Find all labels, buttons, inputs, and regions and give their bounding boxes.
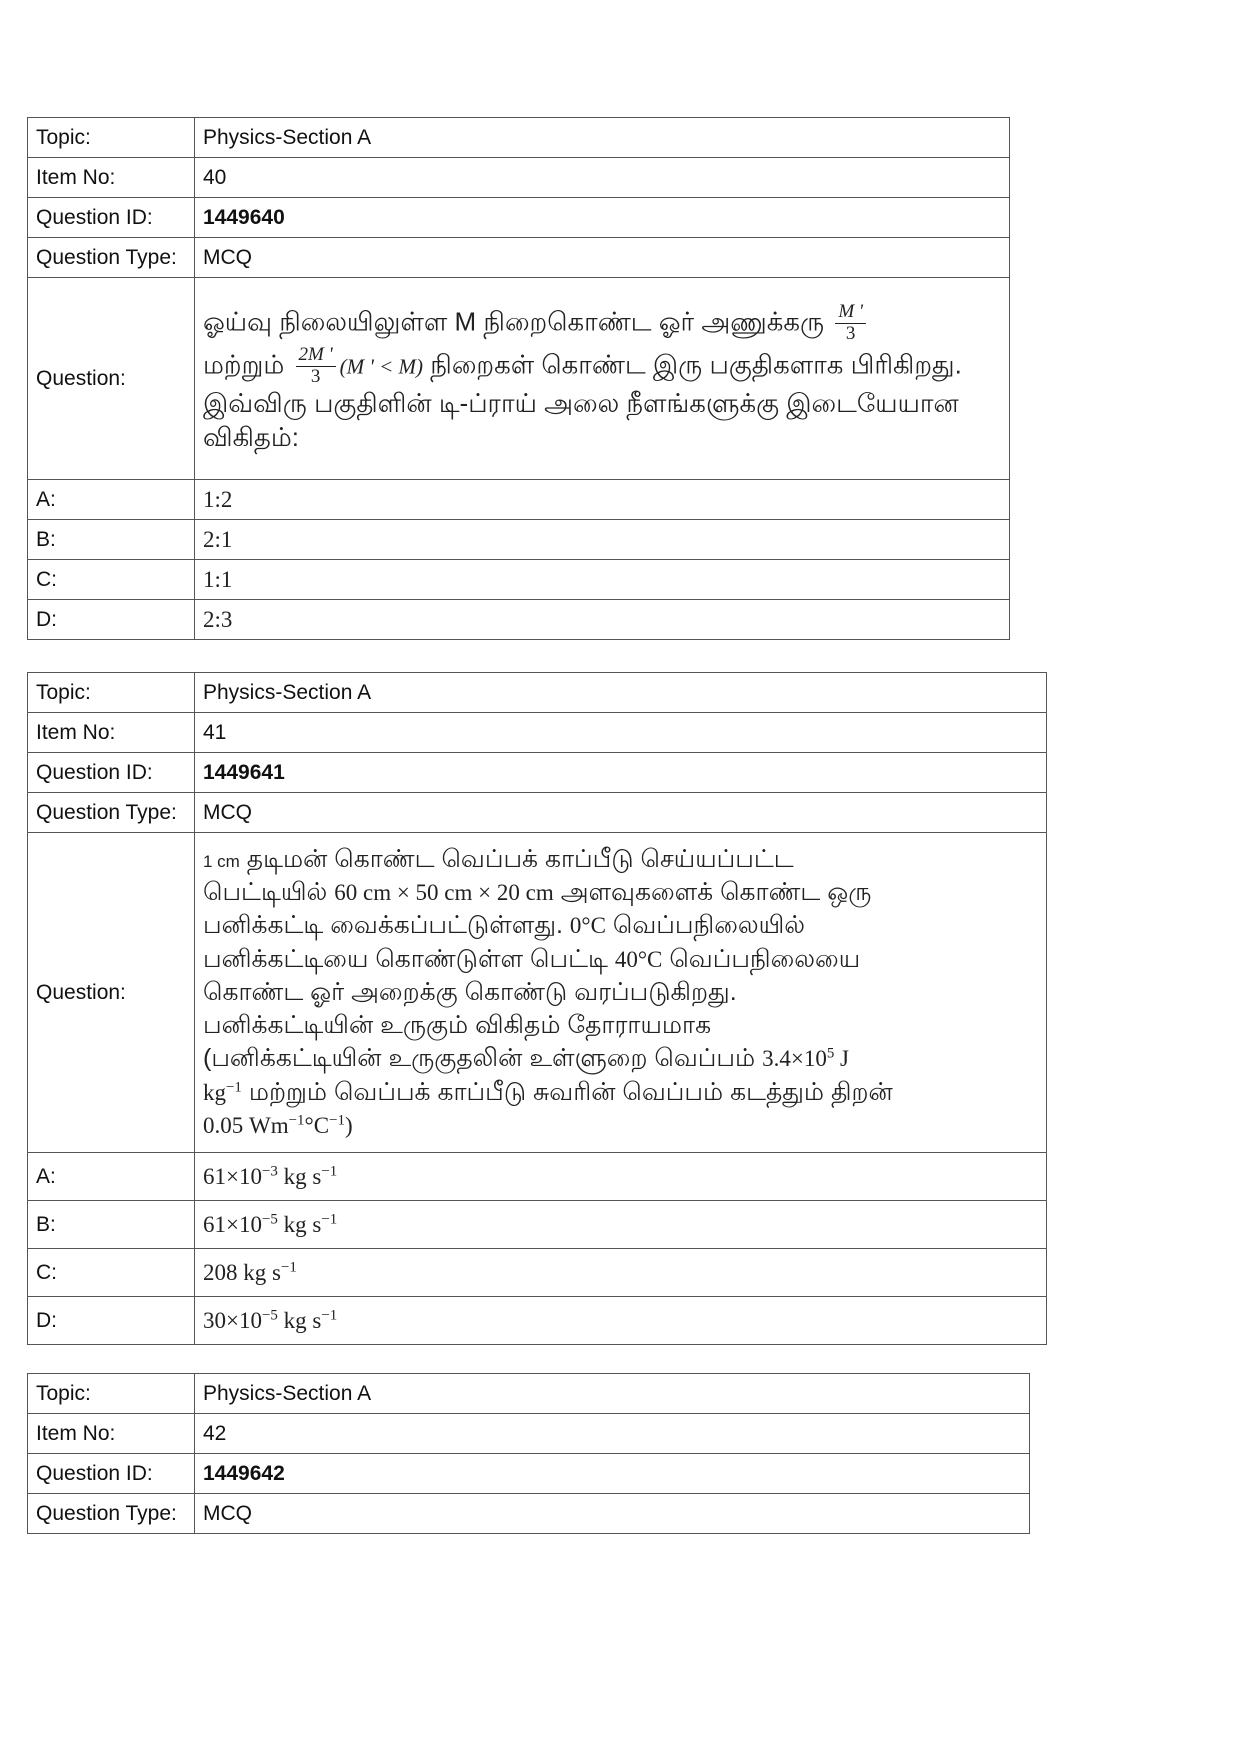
q-line3-c: வெப்பநிலையில் bbox=[612, 911, 806, 940]
opt-b-unit: kg s bbox=[277, 1211, 322, 1237]
question-part1: ஓய்வு நிலையிலுள்ள M நிறைகொண்ட ஓர் அணுக்கரு bbox=[203, 306, 825, 337]
topic-value: Physics-Section A bbox=[195, 673, 1047, 713]
opt-d-uexp: −1 bbox=[321, 1306, 338, 1323]
q-line3-b: 0°C bbox=[569, 913, 606, 939]
item-no-value: 40 bbox=[195, 158, 1010, 198]
item-no-label: Item No: bbox=[28, 713, 195, 753]
option-a-value: 1:2 bbox=[195, 480, 1010, 520]
q-line5: கொண்ட ஓர் அறைக்கு கொண்டு வரப்படுகிறது. bbox=[203, 977, 737, 1006]
fraction-numerator: M ' bbox=[835, 302, 866, 324]
question-label: Question: bbox=[28, 833, 195, 1153]
topic-value: Physics-Section A bbox=[195, 1374, 1030, 1414]
question-table-42 bbox=[27, 1373, 1030, 1534]
question-id-row bbox=[28, 753, 1047, 793]
option-a-label: A: bbox=[28, 1153, 195, 1201]
q-line3-a: பனிக்கட்டி வைக்கப்பட்டுள்ளது. bbox=[203, 911, 563, 940]
conductivity-exp1: −1 bbox=[288, 1112, 305, 1129]
option-b-label: B: bbox=[28, 520, 195, 560]
latent-heat-exp: 5 bbox=[826, 1045, 835, 1062]
option-b-label: B: bbox=[28, 1201, 195, 1249]
latent-heat-base: 3.4×10 bbox=[762, 1046, 827, 1072]
question-label: Question: bbox=[28, 278, 195, 480]
option-d-value bbox=[195, 1297, 1047, 1345]
question-type-label: Question Type: bbox=[28, 238, 195, 278]
kg-unit: kg bbox=[203, 1079, 226, 1105]
opt-a-base: 61×10 bbox=[203, 1163, 262, 1189]
question-id-label: Question ID: bbox=[28, 753, 195, 793]
opt-c-base: 208 kg s bbox=[203, 1259, 281, 1285]
latent-heat-unit: J bbox=[840, 1046, 849, 1072]
option-b-row bbox=[28, 1201, 1047, 1249]
item-no-row bbox=[28, 1414, 1030, 1454]
q-line9 bbox=[203, 1113, 353, 1138]
topic-row bbox=[28, 673, 1047, 713]
option-a-row bbox=[28, 1153, 1047, 1201]
option-d-label: D: bbox=[28, 1297, 195, 1345]
option-d-row bbox=[28, 600, 1010, 640]
opt-d-unit: kg s bbox=[277, 1307, 322, 1333]
close-paren: ) bbox=[344, 1112, 353, 1138]
option-c-label: C: bbox=[28, 1249, 195, 1297]
item-no-value: 42 bbox=[195, 1414, 1030, 1454]
item-no-row bbox=[28, 713, 1047, 753]
option-a-row bbox=[28, 480, 1010, 520]
item-no-value: 41 bbox=[195, 713, 1047, 753]
question-type-value: MCQ bbox=[195, 238, 1010, 278]
q-line8-a bbox=[203, 1080, 242, 1105]
question-id-value: 1449640 bbox=[195, 198, 1010, 238]
option-d-row bbox=[28, 1297, 1047, 1345]
question-type-value: MCQ bbox=[195, 793, 1047, 833]
question-id-value: 1449642 bbox=[195, 1454, 1030, 1494]
q-line4-b: 40°C bbox=[614, 946, 663, 972]
question-part3: நிறைகள் கொண்ட இரு பகுதிகளாக பிரிகிறது. இவ்விரு பகுதிளின் டி-ப்ராய் அலை நீளங்களுக்கு இடையேயான விகிதம்: bbox=[203, 348, 962, 453]
q-line4-c: வெப்பநிலையை bbox=[669, 944, 861, 973]
opt-a-uexp: −1 bbox=[321, 1162, 338, 1179]
q-line1-a: 1 cm bbox=[203, 851, 240, 871]
celsius-unit: °C bbox=[304, 1112, 330, 1138]
fraction-numerator: 2M ' bbox=[296, 345, 336, 367]
option-c-value bbox=[195, 1249, 1047, 1297]
option-c-value: 1:1 bbox=[195, 560, 1010, 600]
option-d-value: 2:3 bbox=[195, 600, 1010, 640]
option-c-label: C: bbox=[28, 560, 195, 600]
opt-a-exp: −3 bbox=[261, 1162, 278, 1179]
fraction-denominator: 3 bbox=[845, 322, 856, 344]
question-type-value: MCQ bbox=[195, 1494, 1030, 1534]
topic-value: Physics-Section A bbox=[195, 118, 1010, 158]
opt-c-exp: −1 bbox=[280, 1258, 297, 1275]
q-line6: பனிக்கட்டியின் உருகும் விகிதம் தோராயமாக bbox=[203, 1011, 712, 1040]
opt-b-uexp: −1 bbox=[321, 1210, 338, 1227]
q-line8-b: மற்றும் வெப்பக் காப்பீடு சுவரின் வெப்பம் கடத்தும் திறன் bbox=[248, 1077, 893, 1106]
question-type-row bbox=[28, 1494, 1030, 1534]
option-a-value bbox=[195, 1153, 1047, 1201]
option-d-label: D: bbox=[28, 600, 195, 640]
q-line1-b: தடிமன் கொண்ட வெப்பக் காப்பீடு செய்யப்பட்ட bbox=[246, 844, 794, 873]
kg-exp: −1 bbox=[226, 1078, 242, 1095]
item-no-row bbox=[28, 158, 1010, 198]
option-c-row bbox=[28, 560, 1010, 600]
fraction-2m-prime-over-3 bbox=[296, 345, 336, 388]
option-b-value bbox=[195, 1201, 1047, 1249]
fraction-denominator: 3 bbox=[310, 365, 321, 387]
question-row bbox=[28, 833, 1047, 1153]
q-line7-b bbox=[762, 1046, 849, 1071]
q-line2-c: அளவுகளைக் கொண்ட ஒரு bbox=[560, 878, 872, 907]
question-type-row bbox=[28, 793, 1047, 833]
conductivity-value: 0.05 Wm bbox=[203, 1112, 289, 1138]
opt-b-base: 61×10 bbox=[203, 1211, 262, 1237]
option-b-row bbox=[28, 520, 1010, 560]
conductivity-exp2: −1 bbox=[329, 1112, 345, 1129]
question-table-40 bbox=[27, 117, 1010, 640]
option-a-label: A: bbox=[28, 480, 195, 520]
question-id-row bbox=[28, 198, 1010, 238]
item-no-label: Item No: bbox=[28, 158, 195, 198]
question-type-label: Question Type: bbox=[28, 1494, 195, 1534]
topic-label: Topic: bbox=[28, 673, 195, 713]
option-c-row bbox=[28, 1249, 1047, 1297]
q-line4-a: பனிக்கட்டியை கொண்டுள்ள பெட்டி bbox=[203, 944, 608, 973]
question-type-row bbox=[28, 238, 1010, 278]
question-row bbox=[28, 278, 1010, 480]
question-id-label: Question ID: bbox=[28, 1454, 195, 1494]
q-line2-a: பெட்டியில் bbox=[203, 878, 328, 907]
item-no-label: Item No: bbox=[28, 1414, 195, 1454]
topic-row bbox=[28, 1374, 1030, 1414]
topic-row bbox=[28, 118, 1010, 158]
topic-label: Topic: bbox=[28, 118, 195, 158]
mass-condition: (M ' < M) bbox=[339, 353, 424, 378]
question-table-41 bbox=[27, 672, 1047, 1345]
question-text bbox=[195, 833, 1047, 1153]
opt-d-exp: −5 bbox=[261, 1306, 278, 1323]
opt-b-exp: −5 bbox=[261, 1210, 278, 1227]
opt-a-unit: kg s bbox=[277, 1163, 322, 1189]
question-text bbox=[195, 278, 1010, 480]
question-type-label: Question Type: bbox=[28, 793, 195, 833]
question-id-value: 1449641 bbox=[195, 753, 1047, 793]
fraction-m-prime-over-3 bbox=[835, 302, 866, 345]
question-id-row bbox=[28, 1454, 1030, 1494]
topic-label: Topic: bbox=[28, 1374, 195, 1414]
opt-d-base: 30×10 bbox=[203, 1307, 262, 1333]
question-id-label: Question ID: bbox=[28, 198, 195, 238]
option-b-value: 2:1 bbox=[195, 520, 1010, 560]
q-line2-b: 60 cm × 50 cm × 20 cm bbox=[334, 880, 554, 906]
question-part2: மற்றும் bbox=[203, 348, 285, 379]
q-line7-a: (பனிக்கட்டியின் உருகுதலின் உள்ளுறை வெப்பம் bbox=[203, 1044, 756, 1073]
